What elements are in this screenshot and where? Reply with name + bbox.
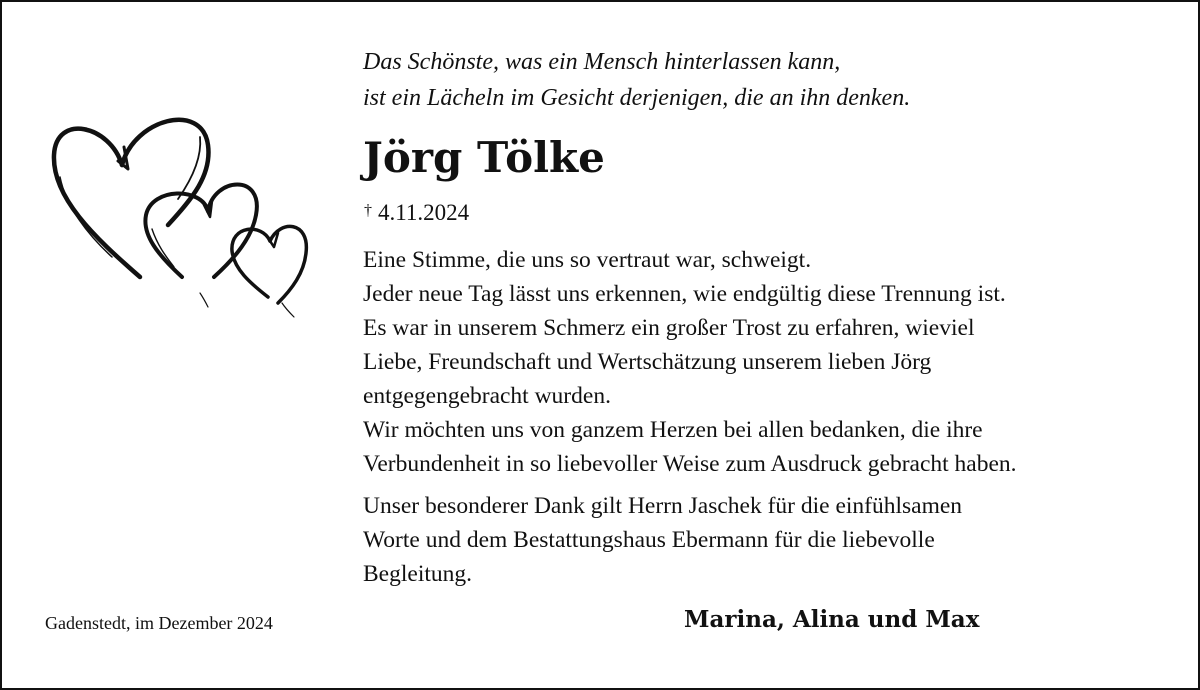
cross-icon: † [364, 202, 372, 219]
thanks-line: Begleitung. [363, 561, 472, 587]
message-line: Liebe, Freundschaft und Wertschätzung unserem lieben Jörg [363, 349, 932, 375]
memorial-quote [363, 44, 910, 116]
message-line: Verbundenheit in so liebevoller Weise zum Ausdruck gebracht haben. [363, 451, 1017, 477]
thanks-line: Worte und dem Bestattungshaus Ebermann für die liebevolle [363, 527, 935, 553]
death-date-line [364, 195, 469, 229]
message-line: entgegengebracht wurden. [363, 383, 611, 409]
thank-you-message [363, 243, 1017, 591]
message-line: Eine Stimme, die uns so vertraut war, schweigt. [363, 247, 812, 273]
deceased-name: Jörg Tölke [363, 133, 605, 182]
thanks-line: Unser besonderer Dank gilt Herrn Jaschek für die einfühlsamen [363, 493, 963, 519]
three-hearts-icon [42, 107, 322, 322]
message-line: Jeder neue Tag lässt uns erkennen, wie endgültig diese Trennung ist. [363, 281, 1006, 307]
death-date: 4.11.2024 [378, 200, 470, 225]
signers: Marina, Alina und Max [684, 606, 980, 633]
quote-line: Das Schönste, was ein Mensch hinterlassen kann, [363, 49, 841, 75]
message-line: Es war in unserem Schmerz ein großer Trost zu erfahren, wieviel [363, 315, 975, 341]
message-line: Wir möchten uns von ganzem Herzen bei allen bedanken, die ihre [363, 417, 983, 443]
place-and-date: Gadenstedt, im Dezember 2024 [45, 613, 273, 633]
quote-line: ist ein Lächeln im Gesicht derjenigen, die an ihn denken. [363, 85, 911, 111]
